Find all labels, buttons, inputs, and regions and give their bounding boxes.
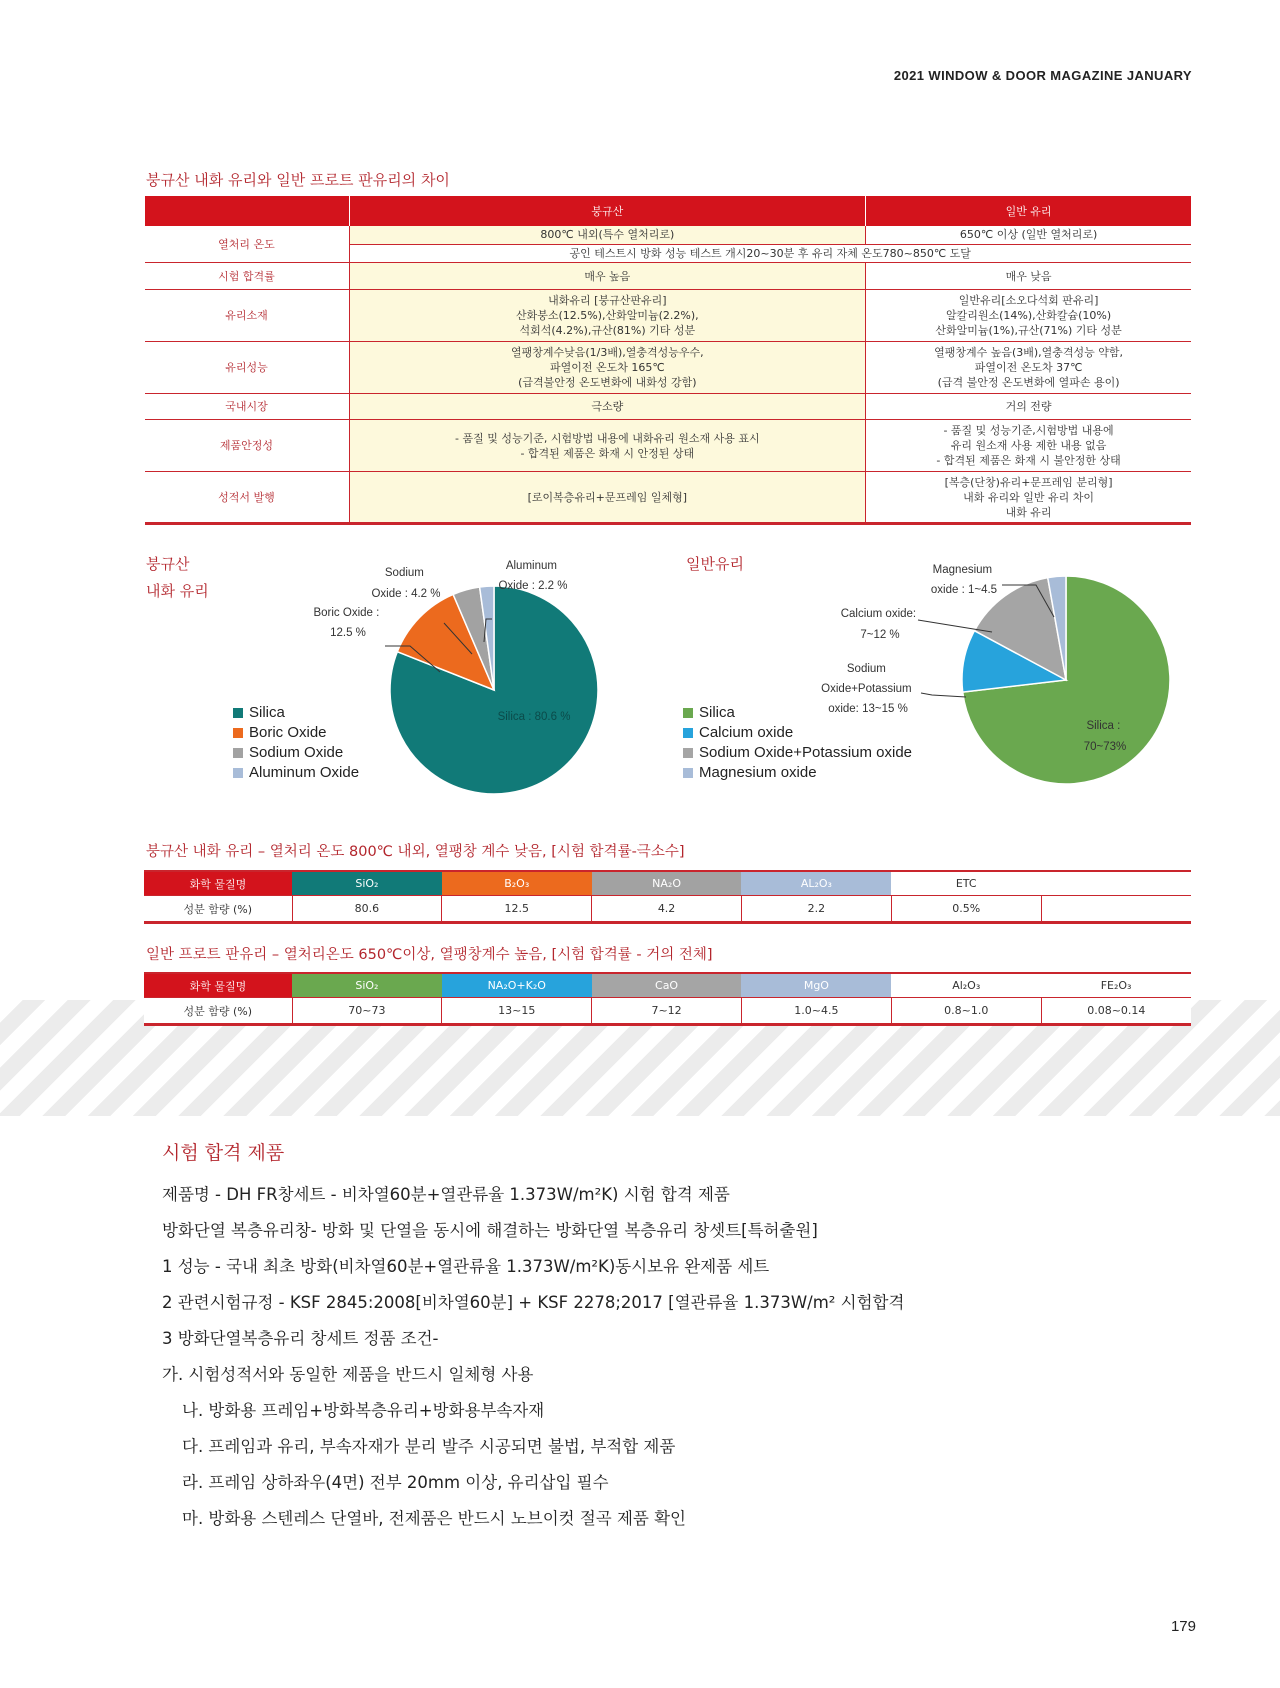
- comp2-val-sio2: 70~73: [292, 998, 442, 1025]
- comp2-head-cao: CaO: [592, 973, 742, 998]
- legend-label: Silica: [699, 704, 735, 721]
- product-line: 1 성능 - 국내 최초 방화(비차열60분+열관류율 1.373W/m²K)동시보유 완제품 세트: [162, 1257, 770, 1276]
- legend-swatch: [683, 768, 693, 778]
- row-label-material: 유리소재: [145, 290, 350, 342]
- chart1-annotation-boric-l1: Boric Oxide :: [313, 607, 380, 619]
- chart2-leader-sodium: [921, 693, 966, 697]
- product-line: 가. 시험성적서와 동일한 제품을 반드시 일체형 사용: [162, 1365, 534, 1384]
- magazine-header: 2021 WINDOW & DOOR MAGAZINE JANUARY: [893, 68, 1192, 83]
- product-line: 2 관련시험규정 - KSF 2845:2008[비차열60분] + KSF 2278;2017 [열관류율 1.373W/m² 시험합격: [162, 1293, 905, 1312]
- cell-bor-stability: - 품질 및 성능기준, 시험방법 내용에 내화유리 원소재 사용 표시 - 합격된 제품은 화재 시 안정된 상태: [349, 420, 866, 472]
- cell-gen-certificate: [복층(단창)유리+문프레임 분리형] 내화 유리와 일반 유리 차이 내화 유리: [866, 472, 1191, 524]
- legend-label: Sodium Oxide: [249, 744, 344, 761]
- comp2-val-mgo: 1.0~4.5: [741, 998, 891, 1025]
- comp2-val-al2o3: 0.8~1.0: [891, 998, 1041, 1025]
- chart1-legend-item-aluminum: [233, 763, 359, 783]
- chart2-annotation-sodium-l1: Sodium: [846, 663, 886, 675]
- comp1-head-b2o3: B₂O₃: [442, 871, 592, 896]
- chart2-annotation-sodium-l3: oxide: 13~15 %: [828, 703, 908, 715]
- chart1-annotation-aluminum-l2: Oxide : 2.2 %: [498, 580, 568, 592]
- comp2-table: [144, 972, 1191, 1026]
- legend-swatch: [683, 748, 693, 758]
- comp2-val-label: 성분 함량 (%): [144, 998, 292, 1025]
- chart2-annotation-magnesium-l1: Magnesium: [932, 564, 993, 576]
- legend-swatch: [683, 708, 693, 718]
- row-label-pass-rate: 시험 합격률: [145, 263, 350, 290]
- chart1-annotation-aluminum: [498, 560, 567, 592]
- chart1-legend-item-silica: [233, 703, 359, 723]
- comp2-title: 일반 프로트 판유리 – 열처리온도 650℃이상, 열팽창계수 높음, [시험 합격률 - 거의 전체]: [146, 947, 713, 963]
- comp1-head-etc: ETC: [891, 871, 1041, 896]
- comparison-table: [144, 196, 1191, 525]
- cell-bor-market: 극소량: [349, 394, 866, 420]
- comp1-val-empty: [1041, 896, 1191, 923]
- product-section: [162, 1138, 904, 1537]
- chart2-pie: [800, 555, 1200, 835]
- chart1-annotation-boric-l2: 12.5 %: [330, 627, 366, 639]
- comp1-head-al2o3: AL₂O₃: [741, 871, 891, 896]
- legend-label: Magnesium oxide: [699, 764, 817, 781]
- chart1-title: 붕규산 내화 유리: [146, 555, 209, 600]
- product-line: 다. 프레임과 유리, 부속자재가 분리 발주 시공되면 불법, 부적합 제품: [182, 1437, 676, 1456]
- cell-gen-pass-rate: 매우 낮음: [866, 263, 1191, 290]
- comp1-head-sio2: SiO₂: [292, 871, 442, 896]
- comp1-val-etc: 0.5%: [891, 896, 1041, 923]
- comp1-val-b2o3: 12.5: [442, 896, 592, 923]
- comp1-val-label: 성분 함량 (%): [144, 896, 292, 923]
- row-label-certificate: 성적서 발행: [145, 472, 350, 524]
- legend-swatch: [233, 728, 243, 738]
- cell-gen-heat: 650℃ 이상 (일반 열처리로): [866, 226, 1191, 244]
- legend-swatch: [233, 708, 243, 718]
- chart1-annotation-silica: Silica : 80.6 %: [497, 711, 571, 723]
- row-label-heat: 열처리 온도: [145, 226, 350, 263]
- chart2-annotation-magnesium: [931, 564, 997, 596]
- legend-label: Boric Oxide: [249, 724, 327, 741]
- chart2-annotation-calcium-l1: Calcium oxide:: [840, 608, 917, 620]
- cell-bor-performance: 열팽창계수낮음(1/3배),열충격성능우수, 파열이전 온도차 165℃ (급격불안정 온도변화에 내화성 강함): [349, 342, 866, 394]
- product-line: 라. 프레임 상하좌우(4면) 전부 20mm 이상, 유리삽입 필수: [182, 1473, 609, 1492]
- comp2-val-cao: 7~12: [592, 998, 742, 1025]
- col-header-borosilicate: 붕규산: [349, 196, 866, 226]
- chart1-annotation-sodium: [371, 567, 440, 600]
- chart1-legend-item-boric: [233, 723, 359, 743]
- comp2-head-mgo: MgO: [741, 973, 891, 998]
- comp2-val-na2o-k2o: 13~15: [442, 998, 592, 1025]
- legend-swatch: [233, 768, 243, 778]
- chart2-legend-item-magnesium: [683, 763, 912, 783]
- cell-heat-test-note: 공인 테스트시 방화 성능 테스트 개시20~30분 후 유리 자체 온도780~850℃ 도달: [349, 244, 1191, 262]
- chart1-legend-item-sodium: [233, 743, 359, 763]
- product-line: 마. 방화용 스텐레스 단열바, 전제품은 반드시 노브이컷 절곡 제품 확인: [182, 1509, 686, 1528]
- comp2-head-sio2: SiO₂: [292, 973, 442, 998]
- legend-label: Aluminum Oxide: [249, 764, 360, 781]
- product-title: 시험 합격 제품: [162, 1142, 285, 1164]
- row-label-stability: 제품안정성: [145, 420, 350, 472]
- section-title: 붕규산 내화 유리와 일반 프로트 판유리의 차이: [146, 171, 450, 189]
- chart1-annotation-aluminum-l1: Aluminum: [505, 560, 557, 572]
- cell-bor-certificate: [로이복층유리+문프레임 일체형]: [349, 472, 866, 524]
- chart2-legend: [683, 703, 912, 783]
- comp1-head-na2o: NA₂O: [592, 871, 742, 896]
- chart1-annotation-sodium-l1: Sodium: [384, 567, 424, 579]
- comp1-head-label: 화학 물질명: [144, 871, 292, 896]
- chart1-annotation-boric: [313, 607, 382, 639]
- chart2-annotation-calcium-l2: 7~12 %: [860, 629, 900, 641]
- legend-swatch: [233, 748, 243, 758]
- corner-header: [145, 196, 350, 226]
- comp1-val-al2o3: 2.2: [741, 896, 891, 923]
- comp1-val-sio2: 80.6: [292, 896, 442, 923]
- chart1-pie: [260, 548, 800, 848]
- product-line: 3 방화단열복층유리 창세트 정품 조건-: [162, 1329, 439, 1348]
- cell-gen-material: 일반유리[소오다석회 판유리] 알칼리원소(14%),산화칼슘(10%) 산화알미늄(1%),규산(71%) 기타 성분: [866, 290, 1191, 342]
- comp2-head-al2o3: Al₂O₃: [891, 973, 1041, 998]
- chart2-annotation-silica-l2: 70~73%: [1083, 741, 1127, 753]
- cell-gen-market: 거의 전량: [866, 394, 1191, 420]
- legend-label: Sodium Oxide+Potassium oxide: [699, 744, 913, 761]
- chart2-legend-item-silica: [683, 703, 912, 723]
- chart2-annotation-magnesium-l2: oxide : 1~4.5: [930, 584, 998, 596]
- comp2-head-label: 화학 물질명: [144, 973, 292, 998]
- col-header-general: 일반 유리: [866, 196, 1191, 226]
- cell-gen-performance: 열팽창계수 높음(3배),열충격성능 약함, 파열이전 온도차 37℃ (급격 불안정 온도변화에 열파손 용이): [866, 342, 1191, 394]
- chart1-legend: [233, 703, 359, 783]
- cell-gen-stability: - 품질 및 성능기준,시험방법 내용에 유리 원소재 사용 제한 내용 없음 - 합격된 제품은 화재 시 불안정한 상태: [866, 420, 1191, 472]
- comp1-head-empty: [1041, 871, 1191, 896]
- legend-label: Calcium oxide: [699, 724, 794, 741]
- comp1-table: [144, 870, 1191, 924]
- product-line: 방화단열 복층유리창- 방화 및 단열을 동시에 해결하는 방화단열 복층유리 창셋트[특허출원]: [162, 1221, 818, 1240]
- comp2-val-fe2o3: 0.08~0.14: [1041, 998, 1191, 1025]
- chart2-legend-item-sodium: [683, 743, 912, 763]
- row-label-market: 국내시장: [145, 394, 350, 420]
- chart1-annotation-sodium-l2: Oxide : 4.2 %: [371, 588, 441, 600]
- cell-bor-heat: 800℃ 내외(특수 열처리로): [349, 226, 866, 244]
- chart2-annotation-sodium-l2: Oxide+Potassium: [821, 683, 912, 695]
- product-line: 제품명 - DH FR창세트 - 비차열60분+열관류율 1.373W/m²K) 시험 합격 제품: [162, 1185, 730, 1204]
- comp1-val-na2o: 4.2: [592, 896, 742, 923]
- chart2-annotation-silica-l1: Silica :: [1086, 720, 1121, 732]
- comp2-head-na2o-k2o: NA₂O+K₂O: [442, 973, 592, 998]
- comp1-title: 붕규산 내화 유리 – 열처리 온도 800℃ 내외, 열팽창 계수 낮음, [시험 합격률-극소수]: [146, 844, 685, 860]
- legend-swatch: [683, 728, 693, 738]
- legend-label: Silica: [249, 704, 285, 721]
- cell-bor-pass-rate: 매우 높음: [349, 263, 866, 290]
- chart2-legend-item-calcium: [683, 723, 912, 743]
- cell-bor-material: 내화유리 [붕규산판유리] 산화붕소(12.5%),산화알미늄(2.2%), 석회석(4.2%),규산(81%) 기타 성분: [349, 290, 866, 342]
- comp2-head-fe2o3: FE₂O₃: [1041, 973, 1191, 998]
- row-label-performance: 유리성능: [145, 342, 350, 394]
- product-line: 나. 방화용 프레임+방화복층유리+방화용부속자재: [182, 1401, 545, 1420]
- chart2-annotation-calcium: [841, 608, 920, 641]
- chart2-title: 일반유리: [686, 555, 744, 573]
- page-number: 179: [1170, 1618, 1196, 1635]
